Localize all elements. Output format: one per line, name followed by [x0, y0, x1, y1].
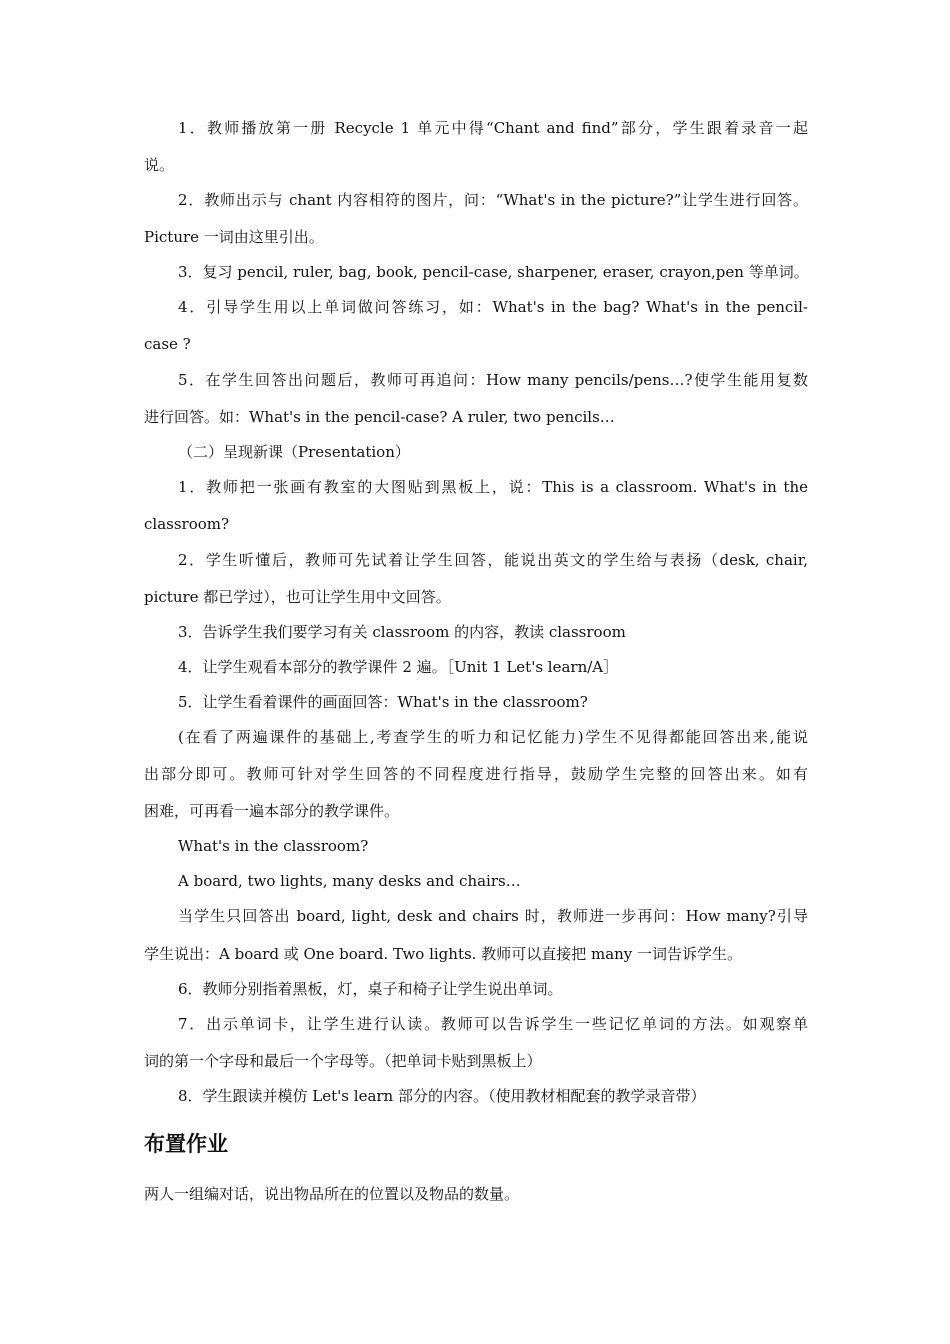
paragraph-line: 1．教师播放第一册 Recycle 1 单元中得“Chant and find”部分，学生跟着录音一起	[178, 119, 808, 137]
paragraph-line: 8．学生跟读并模仿 Let's learn 部分的内容。（使用教材相配套的教学录音带）	[178, 1087, 706, 1105]
paragraph-line: 困难，可再看一遍本部分的教学课件。	[144, 802, 400, 820]
paragraph-line: 当学生只回答出 board, light, desk and chairs 时，教师进一步再问：How many?引导	[178, 907, 808, 925]
paragraph-line: 进行回答。如：What's in the pencil-case? A ruler, two pencils…	[144, 408, 615, 426]
paragraph-line: What's in the classroom?	[178, 837, 369, 855]
paragraph-line: picture 都已学过），也可让学生用中文回答。	[144, 588, 451, 606]
paragraph-line: 学生说出：A board 或 One board. Two lights. 教师可以直接把 many 一词告诉学生。	[144, 945, 743, 963]
paragraph-line: 4．引导学生用以上单词做问答练习，如：What's in the bag? What's in the pencil-	[178, 298, 808, 316]
paragraph-line: 7．出示单词卡，让学生进行认读。教师可以告诉学生一些记忆单词的方法。如观察单	[178, 1015, 808, 1033]
section-subheading: （二）呈现新课（Presentation）	[178, 443, 410, 461]
paragraph-line: 出部分即可。教师可针对学生回答的不同程度进行指导，鼓励学生完整的回答出来。如有	[144, 765, 808, 783]
paragraph-line: 5．在学生回答出问题后，教师可再追问：How many pencils/pens…?使学生能用复数	[178, 371, 808, 389]
paragraph-line: 说。	[144, 156, 175, 174]
paragraph-line: classroom?	[144, 515, 230, 533]
paragraph-line: 5．让学生看着课件的画面回答：What's in the classroom?	[178, 693, 588, 711]
paragraph-line: Picture 一词由这里引出。	[144, 228, 324, 246]
paragraph-line: A board, two lights, many desks and chairs…	[178, 872, 521, 890]
paragraph-line: 3．告诉学生我们要学习有关 classroom 的内容，教读 classroom	[178, 623, 626, 641]
paragraph-line: 2．教师出示与 chant 内容相符的图片，问：“What's in the picture?”让学生进行回答。	[178, 191, 808, 209]
homework-text: 两人一组编对话，说出物品所在的位置以及物品的数量。	[144, 1185, 520, 1203]
paragraph-line: case ?	[144, 335, 191, 353]
paragraph-line: 6．教师分别指着黑板，灯，桌子和椅子让学生说出单词。	[178, 980, 563, 998]
paragraph-line: 1．教师把一张画有教室的大图贴到黑板上，说：This is a classroom. What's in the	[178, 478, 808, 496]
paragraph-line: 词的第一个字母和最后一个字母等。（把单词卡贴到黑板上）	[144, 1052, 542, 1070]
paragraph-line: (在看了两遍课件的基础上,考查学生的听力和记忆能力)学生不见得都能回答出来,能说	[178, 728, 808, 746]
paragraph-line: 2．学生听懂后，教师可先试着让学生回答，能说出英文的学生给与表扬（desk, chair,	[178, 551, 808, 569]
homework-heading: 布置作业	[144, 1132, 228, 1156]
paragraph-line: 3．复习 pencil, ruler, bag, book, pencil-case, sharpener, eraser, crayon,pen 等单词。	[178, 263, 809, 281]
paragraph-line: 4．让学生观看本部分的教学课件 2 遍。［Unit 1 Let's learn/A］	[178, 658, 619, 676]
